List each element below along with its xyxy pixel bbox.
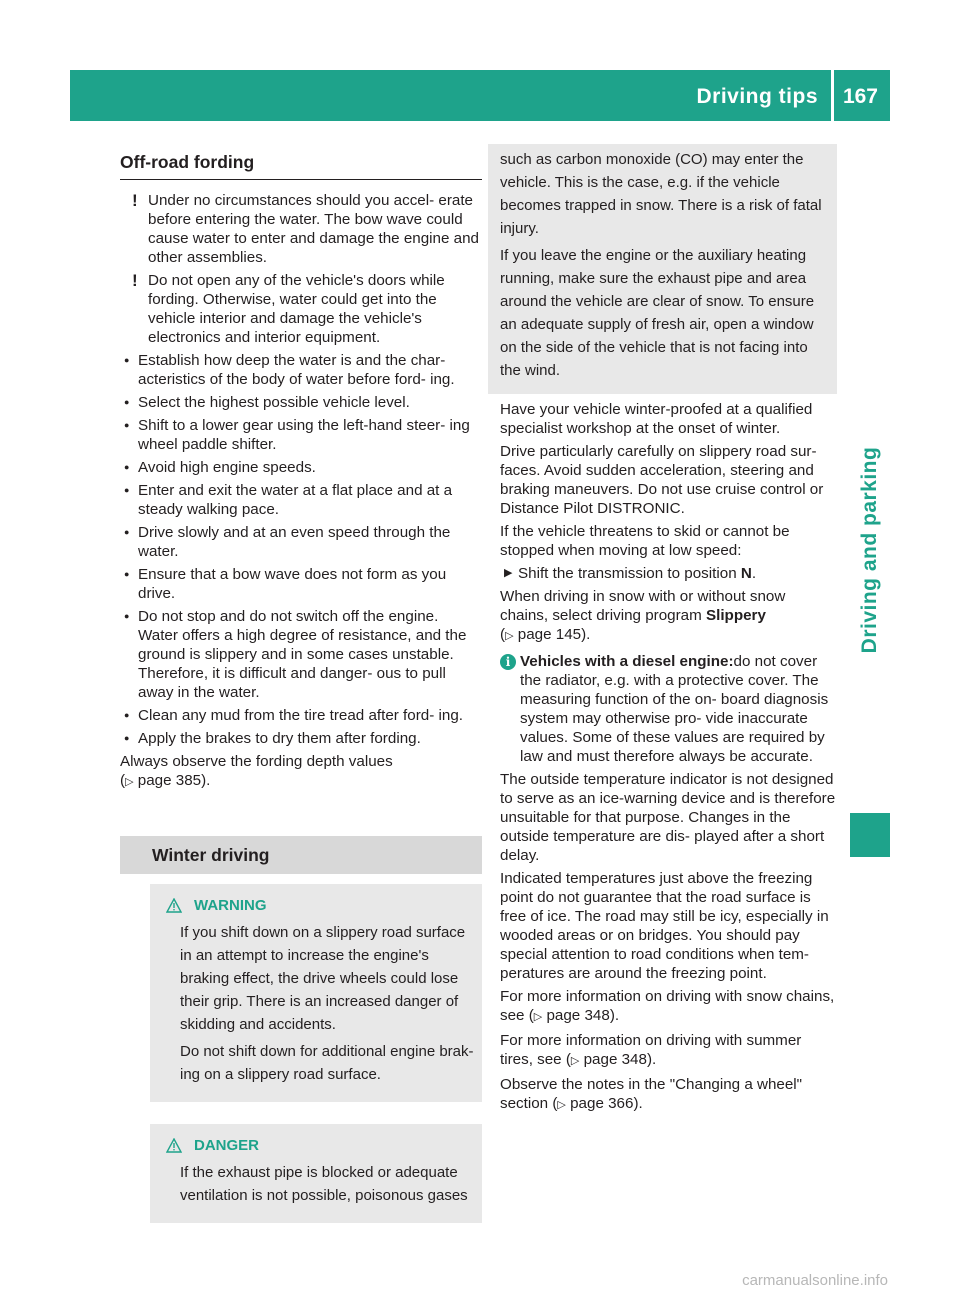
list-item: ● Ensure that a bow wave does not form as you drive. — [120, 565, 482, 603]
note-item: ! Do not open any of the vehicle's doors while fording. Otherwise, water could get into the vehicle interior and damage the vehicle's electronics and interior equipment. — [132, 271, 445, 346]
danger-label: DANGER — [194, 1137, 260, 1154]
paragraph: For more information on driving with snow chains, see (▷ page 348). — [500, 988, 835, 1024]
paragraph: Observe the notes in the "Changing a wheel" section (▷ page 366). — [500, 1076, 803, 1112]
warning-box — [150, 884, 482, 1102]
paragraph: For more information on driving with summer tires, see (▷ page 348). — [500, 1032, 802, 1068]
exclamation-icon: ! — [132, 191, 138, 210]
info-icon: i — [500, 654, 516, 670]
warning-triangle-icon — [166, 1138, 182, 1153]
arrow-right-icon: ▶ — [504, 567, 513, 579]
instruction-step: ▶ Shift the transmission to position N. — [504, 565, 757, 582]
page-ref-arrow-icon: ▷ — [533, 1011, 543, 1023]
page-ref-link[interactable]: page 348). — [583, 1051, 657, 1068]
page-ref-link[interactable]: page 366). — [570, 1095, 643, 1112]
warning-label: WARNING — [194, 897, 267, 914]
fording-depth-text: Always observe the fording depth values (▷ page 385). — [120, 753, 393, 789]
page-ref-link[interactable]: page 145). — [517, 626, 591, 643]
page-ref-arrow-icon: ▷ — [557, 1099, 566, 1111]
page-ref-arrow-icon: ▷ — [570, 1055, 580, 1067]
page-number: 167 — [842, 85, 878, 108]
list-item: ● Shift to a lower gear using the left-hand steer- ing wheel paddle shifter. — [120, 416, 482, 454]
page-ref-arrow-icon: ▷ — [505, 630, 514, 642]
list-item: ● Clean any mud from the tire tread after ford- ing. — [120, 706, 482, 725]
danger-text: If the exhaust pipe is blocked or adequate ventilation is not possible, poisonous gases — [180, 1164, 468, 1204]
paragraph: Drive particularly carefully on slippery road sur- faces. Avoid sudden acceleration, steering and braking maneuvers. Do not use cruise control or Distance Pilot DISTRONIC. — [500, 443, 824, 517]
danger-text: such as carbon monoxide (CO) may enter the vehicle. This is the case, e.g. if the vehicle becomes trapped in snow. There is a risk of fatal injury. — [500, 151, 822, 237]
list-item: ● Establish how deep the water is and the char- acteristics of the body of water before ford- ing. — [120, 351, 482, 389]
paragraph: Have your vehicle winter-proofed at a qualified specialist workshop at the onset of winter. — [500, 401, 813, 437]
paragraph: When driving in snow with or without snow chains, select driving program Slippery (▷ page 145). — [500, 588, 786, 643]
warning-text: Do not shift down for additional engine brak- ing on a slippery road surface. — [180, 1043, 474, 1083]
watermark: carmanualsonline.info — [742, 1272, 888, 1289]
danger-box — [150, 1124, 482, 1223]
info-note: i Vehicles with a diesel engine:do not cover the radiator, e.g. with a protective cover. The measuring function of the on- board diagnosis system may otherwise pro- vide inaccurate values. Some of these values are required by law and must therefore always be accurate. — [500, 652, 837, 766]
list-item: ● Drive slowly and at an even speed through the water. — [120, 523, 482, 561]
paragraph: The outside temperature indicator is not designed to serve as an ice-warning device and is therefore unsuitable for that purpose. Changes in the outside temperature are dis- played after a short delay. — [500, 771, 836, 864]
warning-triangle-icon — [166, 898, 182, 913]
paragraph: If the vehicle threatens to skid or cannot be stopped when moving at low speed: — [500, 523, 790, 559]
danger-box-continued — [488, 144, 837, 394]
danger-text: If you leave the engine or the auxiliary heating running, make sure the exhaust pipe and area around the vehicle are clear of snow. To ensure an adequate supply of fresh air, open a window on the side of the vehicle that is not facing into the wind. — [500, 247, 815, 379]
list-item: ● Apply the brakes to dry them after fording. — [120, 729, 482, 748]
paragraph: Indicated temperatures just above the freezing point do not guarantee that the road surface is free of ice. The road may still be icy, especially in wooded areas or on bridges. You should pay special attention to road conditions when tem- peratures are around the freezing point. — [500, 870, 829, 982]
right-column — [500, 152, 837, 1119]
side-tab-marker — [850, 813, 890, 857]
page-ref-arrow-icon: ▷ — [125, 776, 134, 788]
page-ref-link[interactable]: page 348). — [546, 1007, 620, 1024]
section-title-off-road-fording: Off-road fording — [120, 151, 482, 180]
side-tab-label: Driving and parking — [858, 446, 881, 654]
section-title-winter-driving: Winter driving — [120, 836, 482, 874]
list-item: ● Avoid high engine speeds. — [120, 458, 482, 477]
left-column — [120, 151, 482, 1223]
list-item: ● Select the highest possible vehicle level. — [120, 393, 482, 412]
list-item: ● Do not stop and do not switch off the engine. Water offers a high degree of resistance, and the ground is slippery and in some cases unstable. Therefore, it is difficult and danger- ous to pull away in the water. — [120, 607, 482, 702]
header-bar — [70, 70, 890, 121]
chapter-title: Driving tips — [696, 85, 818, 108]
exclamation-icon: ! — [132, 271, 138, 290]
page-ref-link[interactable]: page 385). — [137, 772, 211, 789]
header-separator — [831, 70, 834, 121]
note-item: ! Under no circumstances should you accel- erate before entering the water. The bow wave could cause water to enter and damage the engine and other assemblies. — [132, 191, 479, 266]
warning-text: If you shift down on a slippery road surface in an attempt to increase the engine's braking effect, the drive wheels could lose their grip. There is an increased danger of skidding and accidents. — [180, 924, 466, 1033]
list-item: ● Enter and exit the water at a flat place and at a steady walking pace. — [120, 481, 482, 519]
